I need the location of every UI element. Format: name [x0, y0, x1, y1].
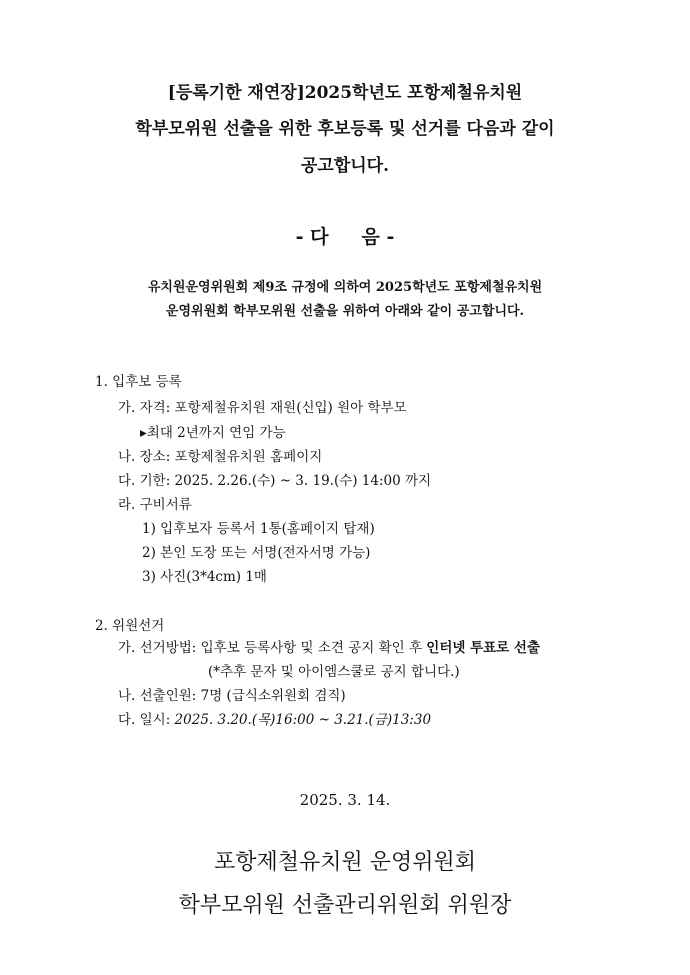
intro-line-2: 운영위원회 학부모위원 선출을 위하여 아래와 같이 공고합니다.	[165, 304, 525, 319]
documents-label: 라. 구비서류	[118, 497, 192, 513]
schedule-item	[118, 714, 431, 728]
notice-date: 2025. 3. 14.	[299, 791, 391, 809]
document-item: 2) 본인 도장 또는 서명(전자서명 가능)	[142, 545, 371, 561]
section2-heading: 2. 위원선거	[95, 618, 165, 634]
election-method-note: (*추후 문자 및 아이엠스쿨로 공지 합니다.)	[208, 664, 460, 680]
signature-line-2: 학부모위원 선출관리위원회 위원장	[178, 893, 512, 918]
members-item: 나. 선출인원: 7명 (급식소위원회 겸직)	[118, 688, 346, 704]
intro-line-1: 유치원운영위원회 제9조 규정에 의하여 2025학년도 포항제철유치원	[147, 280, 543, 295]
election-method-text: 가. 선거방법: 입후보 등록사항 및 소견 공지 확인 후	[118, 640, 427, 656]
schedule-label: 다. 일시:	[118, 712, 175, 728]
section-heading: - 다 음 -	[295, 226, 395, 248]
title-line-1: [등록기한 재연장]2025학년도 포항제철유치원	[167, 83, 523, 103]
title-line-3: 공고합니다.	[300, 156, 390, 176]
deadline-item: 다. 기한: 2025. 2.26.(수) ~ 3. 19.(수) 14:00 까지	[118, 473, 432, 489]
location-item: 나. 장소: 포항제철유치원 홈페이지	[118, 449, 323, 465]
signature-line-1: 포항제철유치원 운영위원회	[213, 850, 477, 875]
title-line-2: 학부모위원 선출을 위한 후보등록 및 선거를 다음과 같이	[135, 119, 555, 139]
document-item: 1) 입후보자 등록서 1통(홈페이지 탑재)	[142, 521, 375, 537]
election-method-item	[118, 642, 540, 656]
term-note: ▸최대 2년까지 연임 가능	[140, 425, 286, 441]
document-item: 3) 사진(3*4cm) 1매	[142, 569, 267, 585]
qualification-item: 가. 자격: 포항제철유치원 재원(신입) 원아 학부모	[118, 400, 407, 416]
schedule-value: 2025. 3.20.(목)16:00 ~ 3.21.(금)13:30	[174, 712, 432, 728]
election-method-emphasis: 인터넷 투표로 선출	[426, 640, 541, 656]
section1-heading: 1. 입후보 등록	[95, 374, 182, 390]
